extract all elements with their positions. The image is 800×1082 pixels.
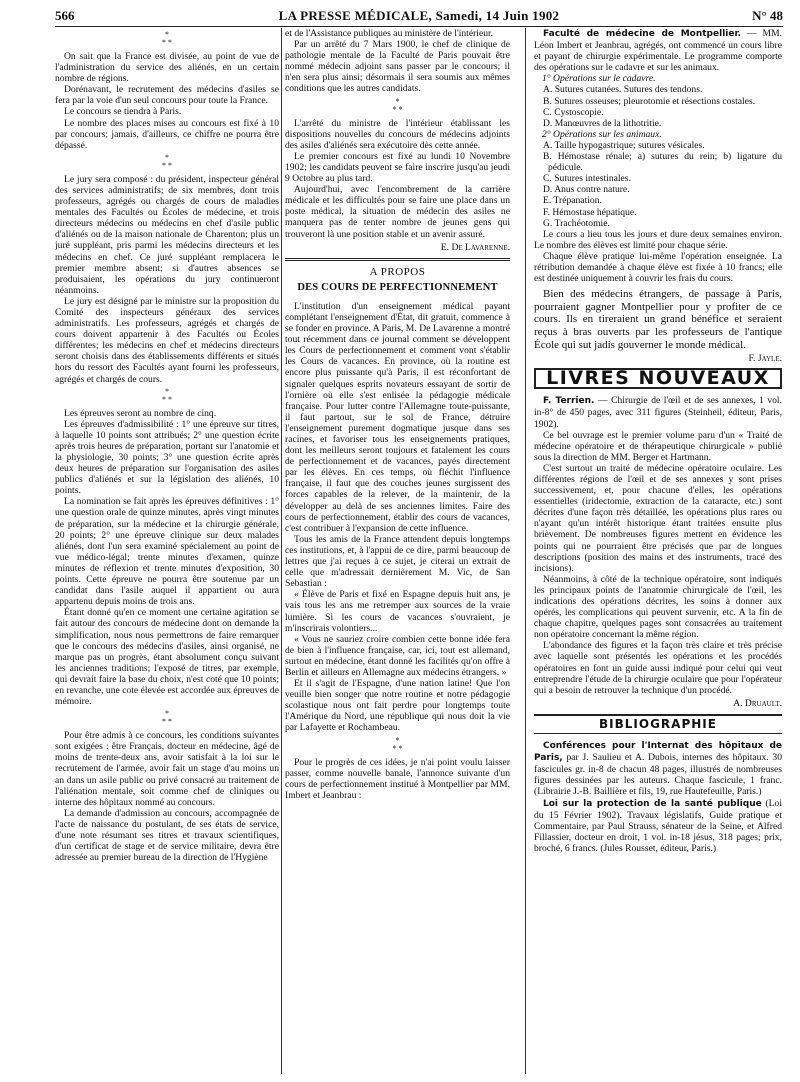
paragraph: Le jury sera composé : du président, inspecteur général des services administratifs; de six membres, dont trois professeurs, agrégés ou chargés de cours de maladies mentales des Facultés ou Écoles de médecine, et trois directeurs médecins ou médecins en chef d'asile public d'aliénés ou de la maison nationale de Charenton; plus un juré suppléant, pris parmi les médecins directeurs et les médecins en chef. Ce juré suppléant remplacera le premier membre absent; si d'autres absences se produisaient, les opérations du jury continueront néanmoins. <box>55 173 279 296</box>
list-item: D. Manœuvres de la lithotritie. <box>543 117 662 129</box>
paragraph <box>534 28 782 73</box>
paragraph: La nomination se fait après les épreuves définitives : 1° une question orale de quinze minutes, après vingt minutes de préparation, sur la médecine et la chirurgie générale, 20 points; 2° une épreuve clinique sur deux malades aliénés, dont l'un sera examiné spécialement au point de vue médico-légal; trente minutes d'examen, quinze minutes de réflexion et trente minutes d'exposition, 30 points. Cette épreuve ne pourra être soutenue par un candidat dans l'asile auquel il appartient ou aura appartenu depuis moins de trois ans. <box>55 496 279 608</box>
list-item: G. Trachéotomie. <box>543 217 610 229</box>
list-heading: 2° Opérations sur les animaux. <box>542 128 662 140</box>
paragraph: et de l'Assistance publiques au ministère de l'intérieur. <box>285 28 494 39</box>
author-signature: F. Jayle. <box>748 353 782 365</box>
paragraph: Dorénavant, le recrutement des médecins d'asiles se fera par la voie d'un seul concours pour toute la France. <box>55 84 279 107</box>
list-item: A. Sutures cutanées. Sutures des tendons. <box>543 84 703 96</box>
paragraph: On sait que la France est divisée, au point de vue de l'administration du service des aliénés, en un certain nombre de régions. <box>55 51 279 85</box>
paragraph: Bien des médecins étrangers, de passage à Paris, pourraient gagner Montpellier pour y profiter de ce cours. Ils en tireraient un grand bénéfice et seraient reçus à bras ouverts par les professeurs de l'antique École qui sut jadis gouverner le monde médical. <box>534 288 782 351</box>
paragraph: Pour être admis à ce concours, les conditions suivantes sont exigées : être Français, docteur en médecine, âgé de moins de trente-deux ans, avoir satisfait à la loi sur le recrutement de l'armée, avoir fait un stage d'au moins un an dans un asile public ou privé consacré au traitement de l'aliénation mentale, soit comme chef de cliniques ou interne des hôpitaux nommé au concours. <box>55 730 279 808</box>
paragraph: L'institution d'un enseignement médical payant complétant l'enseignement d'État, dit gratuit, commence à se fonder en province. A Paris, M. De Lavarenne a montré tout récemment dans ce journal comment se développent les Cours de perfectionnement et comment vont s'établir les Cours de vacances. En province, où la routine est encore plus puissante qu'à Paris, il est réconfortant de signaler quelques esprits novateurs essayant de sortir de l'ornière où elle s'est enlisée la pédagogie médicale française. Pour lutter contre l'Allemagne toute-puissante, il faut partout, sur le sol de France, détruire l'enseignement purement dogmatique jusque dans ses racines, et favoriser tous les enseignements pratiques, dont les meilleurs seront toujours et fatalement les cours de perfectionnement et de vacances, payés directement par les élèves. En ces temps, où fléchit l'influence française, il faut que des couches jeunes surgissent des forces capables de la relever, de la maintenir, de la développer au delà de ses anciennes limites. Faire des cours de perfectionnement, établir des cours de vacances, c'est contribuer à l'expansion de cette influence. <box>285 300 510 534</box>
section-asterism: * * * <box>162 709 172 727</box>
author-signature: A. Druault. <box>733 697 782 709</box>
paragraph: Et il s'agit de l'Espagne, d'une nation latine! Que l'on veuille bien songer que notre routine et notre pédagogie scolastique nous ont fait perdre pour longtemps toute l'Amérique du Nord, une république qui nous doit la vie par Lafayette et Rochambeau. <box>285 678 510 734</box>
section-asterism: * * * <box>162 152 172 170</box>
paragraph: Le cours a lieu tous les jours et dure deux semaines environ. Le nombre des élèves est limité pour chaque série. <box>534 228 782 251</box>
column-rule-1 <box>281 28 282 1074</box>
paragraph: Pour le progrès de ces idées, je n'ai point voulu laisser passer, comme nouvelle banale, l'annonce suivante d'un cours de perfectionnement institué à Montpellier par MM. Imbert et Jeanbrau : <box>285 756 510 801</box>
section-asterism: * * * <box>162 386 172 404</box>
lead-text: — MM. Léon Imbert et Jeanbrau, agrégés, ont commencé un cours libre et payant de chirurgie expérimentale. Le programme comporte des opérations sur le cadavre et sur les animaux. <box>534 28 782 74</box>
column-3 <box>534 28 782 1074</box>
list-item: B. Sutures osseuses; pleurotomie et résections costales. <box>543 95 756 107</box>
paragraph: Le concours se tiendra à Paris. <box>64 106 182 118</box>
paragraph: Aujourd'hui, avec l'encombrement de la carrière médicale et les difficultés pour se faire une place dans un poste médical, la situation de médecin des asiles ne manquera pas de tenter nombre de jeunes gens qui trouveront là une position stable et un avenir assuré. <box>285 184 510 240</box>
section-title: DES COURS DE PERFECTIONNEMENT <box>297 281 498 293</box>
paragraph: C'est surtout un traité de médecine opératoire oculaire. Les différentes régions de l'œil et de ses annexes y sont prises successivement, et, pour chacune d'elles, les opérations essentielles (iridectomie, extraction de la cataracte, etc.) sont décrites d'une façon très détaillée, les opérations plus rares ou n'ayant qu'un intérêt historique étant traitées ensuite plus brièvement. De nombreuses figures mettent en évidence les points qui ne pourraient être précisés que par de longues descriptions (position des mains et des instruments, tracé des incisions). <box>534 462 782 574</box>
section-divider <box>285 258 510 261</box>
list-item: D. Anus contre nature. <box>543 184 630 196</box>
author-signature: E. De Lavarenne. <box>440 241 510 253</box>
paragraph: Le jury est désigné par le ministre sur la proposition du Comité des inspecteurs généraux des services administratifs. Les professeurs, agrégés et chargés de cours doivent appartenir à des Facultés ou Écoles différentes; les médecins en chef et médecins directeurs seront choisis dans des établissements différents et situés hors du ressort des Facultés ayant fourni les professeurs, agrégés et chargés de cours. <box>55 295 279 385</box>
page-header <box>55 6 783 27</box>
paragraph: Néanmoins, à côté de la technique opératoire, sont indiqués les principaux points de l'anatomie chirurgicale de l'œil, les indications des opérations décrites, les soins à donner aux opérés, les complications qui peuvent survenir, etc. A la fin de chaque chapitre, quelques pages sont consacrées au traitement non opératoire concernant la même région. <box>534 573 782 641</box>
book-entry <box>534 395 782 429</box>
list-heading: 1° Opérations sur le cadavre. <box>542 73 656 85</box>
column-2 <box>285 28 510 1074</box>
list-item: B. Hémostase rénale; a) sutures du rein; b) ligature du pédicule. <box>543 151 782 174</box>
column-1 <box>55 28 279 1074</box>
paragraph: Étant donné qu'en ce moment une certaine agitation se fait autour des concours de médecine dont on demande la simplification, nous nous permettrons de faire remarquer que le concours des médecins d'asiles, ainsi organisé, ne marque pas un progrès, étant absolument conçu suivant les anciennes traditions; l'exposé de titres, par exemple, qui devrait faire la base du choix, n'est coté que 10 points; en revanche, une cote élevée est accordée aux épreuves de mémoire. <box>55 607 279 708</box>
bibliography-details: par J. Saulieu et A. Dubois, internes des hôpitaux. 30 fascicules gr. in-8 de chacun 48 pages, illustrés de nombreuses figures dessinées par les auteurs. Chaque fascicule, 1 franc. (Librairie J.-B. Baillière et fils, 19, rue Hautefeuille, Paris.) <box>534 752 782 798</box>
list-item: C. Cystoscopie. <box>543 106 604 118</box>
list-item: A. Taille hypogastrique; sutures vésicales. <box>543 139 705 151</box>
paragraph: Chaque élève pratique lui-même l'opération enseignée. La rétribution demandée à chaque élève est fixée à 10 francs; elle est destinée uniquement à couvrir les frais du cours. <box>534 250 782 285</box>
list-item: F. Hémostase hépatique. <box>543 206 637 218</box>
livres-nouveaux-heading: LIVRES NOUVEAUX <box>534 368 782 389</box>
paragraph: « Vous ne sauriez croire combien cette bonne idée fera de bien à l'influence française, car, ici, tout est allemand, surtout en médecine, étant donné les facilités qu'on offre à Berlin et ailleurs en Allemagne aux médecins étrangers. » <box>285 633 510 678</box>
paragraph: L'arrêté du ministre de l'intérieur établissant les dispositions nouvelles du concours de médecins adjoints des asiles d'aliénés sera exécutoire dès cette année. <box>285 117 510 151</box>
book-details: — Chirurgie de l'œil et de ses annexes, 1 vol. in-8° de 450 pages, avec 311 figures (Steinheil, éditeur, Paris, 1902). <box>534 395 782 430</box>
list-item: E. Trépanation. <box>543 195 602 207</box>
bibliographie-heading: BIBLIOGRAPHIE <box>534 714 782 734</box>
section-asterism: * * * <box>162 30 172 47</box>
paragraph: Ce bel ouvrage est le premier volume paru d'un « Traité de médecine opératoire et de thérapeutique chirurgicale » publié sous la direction de MM. Berger et Hartmann. <box>534 429 782 463</box>
bibliography-details: (Loi du 15 Février 1902). Travaux législatifs, Guide pratique et Commentaire, par Paul Strauss, sénateur de la Seine, et Alfred Fillassier, docteur en droit, 1 vol. in-18 jésus, 318 pages; prix, broché, 6 francs. (Jules Rousset, éditeur, Paris.) <box>534 797 782 854</box>
page-number: 566 <box>55 8 75 23</box>
paragraph: L'abondance des figures et la façon très claire et très précise avec laquelle sont présentés les opérations et les procédés opératoires en font un guide aussi indiqué pour celui qui veut entreprendre l'étude de la chirurgie oculaire que pour l'opérateur qui a besoin de retrouver la technique d'un procédé. <box>534 640 782 696</box>
paragraph: « Élève de Paris et fixé en Espagne depuis huit ans, je vais tous les ans me retremper aux sources de la vraie lumière. Si les cours de vacances s'ouvraient, je m'inscrirais volontiers... <box>285 589 510 634</box>
paragraph: Le premier concours est fixé au lundi 10 Novembre 1902; les candidats peuvent se faire inscrire jusqu'au jeudi 9 Octobre au plus tard. <box>285 150 510 185</box>
paragraph: Par un arrêté du 7 Mars 1900, le chef de clinique de pathologie mentale de la Faculté de Paris pouvait être nommé médecin adjoint sans passer par le concours; il n'en sera plus ainsi; désormais il sera soumis aux mêmes conditions que les autres candidats. <box>285 39 510 95</box>
section-asterism: * * * <box>392 96 403 114</box>
paragraph: Les épreuves seront au nombre de cinq. <box>64 407 217 419</box>
column-rule-2 <box>525 28 526 1074</box>
paragraph: Le nombre des places mises au concours est fixé à 10 par concours; jamais, d'ailleurs, ce chiffre ne pourra être dépassé. <box>55 117 279 151</box>
paragraph: Tous les amis de la France attendent depuis longtemps ces institutions, et, à l'appui de ce dire, parmi beaucoup de lettres que j'ai reçues à ce sujet, je citerai un extrait de celle que m'adressait dernièrement M. Vic, de San Sebastian : <box>285 533 510 590</box>
paragraph: Les épreuves d'admissibilité : 1° une épreuve sur titres, à laquelle 10 points sont attribués; 2° une question écrite après trois heures de préparation, portant sur l'anatomie et la physiologie, 30 points; 3° une question écrite après deux heures de préparation sur l'organisation des asiles publics d'aliénés et sur la législation des aliénés, 10 points. <box>55 418 279 497</box>
bibliography-title: Conférences pour l'Internat des hôpitaux de Paris, <box>534 741 782 764</box>
list-item: C. Sutures intestinales. <box>543 173 631 185</box>
section-kicker: A PROPOS <box>369 265 426 278</box>
bibliography-title: Loi sur la protection de la santé publique <box>543 798 762 809</box>
lead-heading: Faculté de médecine de Montpellier. <box>543 29 742 39</box>
bibliography-entry <box>534 740 782 797</box>
issue-number: N° 48 <box>752 8 783 23</box>
journal-title: LA PRESSE MÉDICALE, Samedi, 14 Juin 1902 <box>278 8 560 23</box>
bibliography-entry <box>534 798 782 854</box>
paragraph: La demande d'admission au concours, accompagnée de l'acte de naissance du postulant, de ses états de service, d'une note résumant ses titres et travaux scientifiques, d'un certificat de stage et de service militaire, devra être adressée au premier bureau de la direction de l'Hygiène <box>55 807 279 864</box>
section-asterism: * * * <box>392 735 403 753</box>
book-author: F. Terrien. <box>543 396 595 407</box>
